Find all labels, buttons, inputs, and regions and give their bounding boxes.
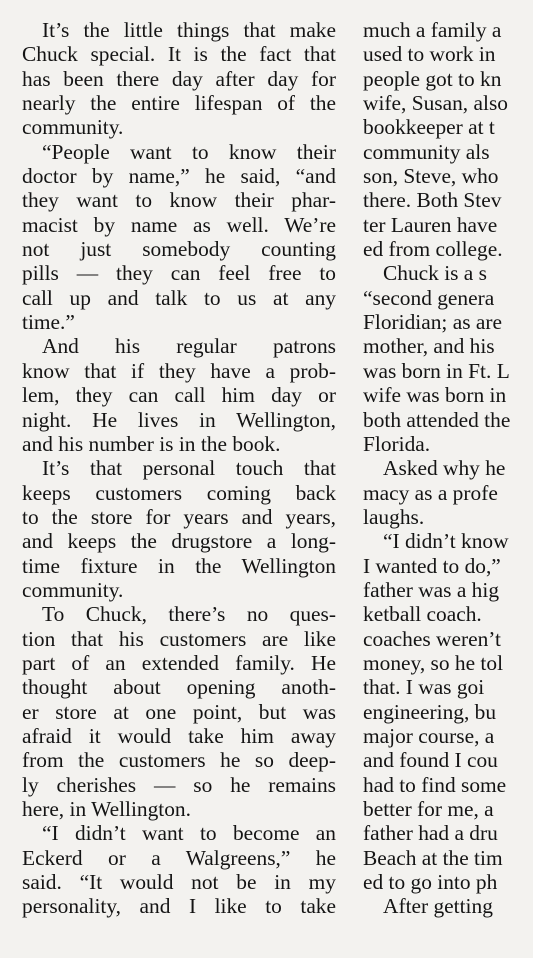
text-line: and his number is in the book. xyxy=(22,431,281,456)
text-line: keeps customers coming back xyxy=(22,480,336,505)
text-line: major course, a xyxy=(363,723,495,748)
text-line: “People want to know their xyxy=(42,139,336,164)
text-line: bookkeeper at t xyxy=(363,115,495,140)
text-line: Floridian; as are xyxy=(363,310,502,335)
text-line: laughs. xyxy=(363,504,425,529)
text-line: father had a dru xyxy=(363,821,498,846)
text-line: night. He lives in Wellington, xyxy=(22,407,336,432)
text-line: Chuck is a s xyxy=(383,261,487,286)
text-line: son, Steve, who xyxy=(363,164,499,189)
text-line: “I didn’t want to become an xyxy=(42,821,336,846)
text-line: and found I cou xyxy=(363,748,498,773)
text-line: was born in Ft. L xyxy=(363,358,510,383)
text-line: mother, and his xyxy=(363,334,495,359)
text-line: It’s that personal touch that xyxy=(42,456,336,481)
text-line: there. Both Stev xyxy=(363,188,502,213)
text-line: used to work in xyxy=(363,42,496,67)
text-line: Asked why he xyxy=(383,456,506,481)
column-gutter xyxy=(349,0,350,958)
text-line: and keeps the drugstore a long- xyxy=(22,529,336,554)
text-line: Florida. xyxy=(363,431,431,456)
text-line: ketball coach. xyxy=(363,602,482,627)
text-line: ly cherishes — so he remains xyxy=(22,772,336,797)
text-line: And his regular patrons xyxy=(42,334,336,359)
text-line: afraid it would take him away xyxy=(22,723,336,748)
text-line: know that if they have a prob- xyxy=(22,358,336,383)
text-line: from the customers he so deep- xyxy=(22,748,336,773)
text-line: here, in Wellington. xyxy=(22,797,191,821)
text-line: macy as a profe xyxy=(363,480,498,505)
text-line: father was a hig xyxy=(363,577,500,602)
text-line: doctor by name,” he said, “and xyxy=(22,164,336,189)
text-line: better for me, a xyxy=(363,797,494,821)
text-line: they want to know their phar- xyxy=(22,188,336,213)
text-line: money, so he tol xyxy=(363,650,504,675)
text-line: nearly the entire lifespan of the xyxy=(22,91,336,116)
right-column xyxy=(363,18,533,919)
text-line: engineering, bu xyxy=(363,699,497,724)
text-line: I wanted to do,” xyxy=(363,553,501,578)
text-line: not just somebody counting xyxy=(22,237,336,262)
text-line: ed from college. xyxy=(363,237,503,262)
text-line: thought about opening anoth- xyxy=(22,675,336,700)
text-line: tion that his customers are like xyxy=(22,626,336,651)
text-line: people got to kn xyxy=(363,66,502,91)
text-line: To Chuck, there’s no ques- xyxy=(42,602,336,627)
text-line: pills — they can feel free to xyxy=(22,261,336,286)
text-line: had to find some xyxy=(363,772,507,797)
left-column xyxy=(22,18,336,919)
text-line: Eckerd or a Walgreens,” he xyxy=(22,845,336,870)
text-line: Beach at the tim xyxy=(363,845,503,870)
text-line: It’s the little things that make xyxy=(42,18,336,42)
text-line: that. I was goi xyxy=(363,675,485,700)
text-line: part of an extended family. He xyxy=(22,650,336,675)
text-line: said. “It would not be in my xyxy=(22,870,336,895)
text-line: to the store for years and years, xyxy=(22,504,336,529)
text-line: ed to go into ph xyxy=(363,870,498,895)
text-line: community als xyxy=(363,139,490,164)
text-line: After getting xyxy=(383,894,493,919)
text-line: has been there day after day for xyxy=(22,66,336,91)
text-line: wife, Susan, also xyxy=(363,91,508,116)
text-line: call up and talk to us at any xyxy=(22,285,336,310)
text-line: lem, they can call him day or xyxy=(22,383,336,408)
text-line: ter Lauren have xyxy=(363,212,498,237)
text-line: community. xyxy=(22,115,124,140)
text-line: “second genera xyxy=(363,285,495,310)
text-line: both attended the xyxy=(363,407,511,432)
text-line: community. xyxy=(22,577,124,602)
text-line: er store at one point, but was xyxy=(22,699,336,724)
text-line: personality, and I like to take xyxy=(22,894,336,919)
text-line: time fixture in the Wellington xyxy=(22,553,336,578)
text-line: wife was born in xyxy=(363,383,507,408)
text-line: much a family a xyxy=(363,18,502,42)
text-line: Chuck special. It is the fact that xyxy=(22,42,336,67)
text-line: coaches weren’t xyxy=(363,626,501,651)
text-line: time.” xyxy=(22,310,75,335)
text-line: macist by name as well. We’re xyxy=(22,212,336,237)
text-line: “I didn’t know xyxy=(383,529,509,554)
